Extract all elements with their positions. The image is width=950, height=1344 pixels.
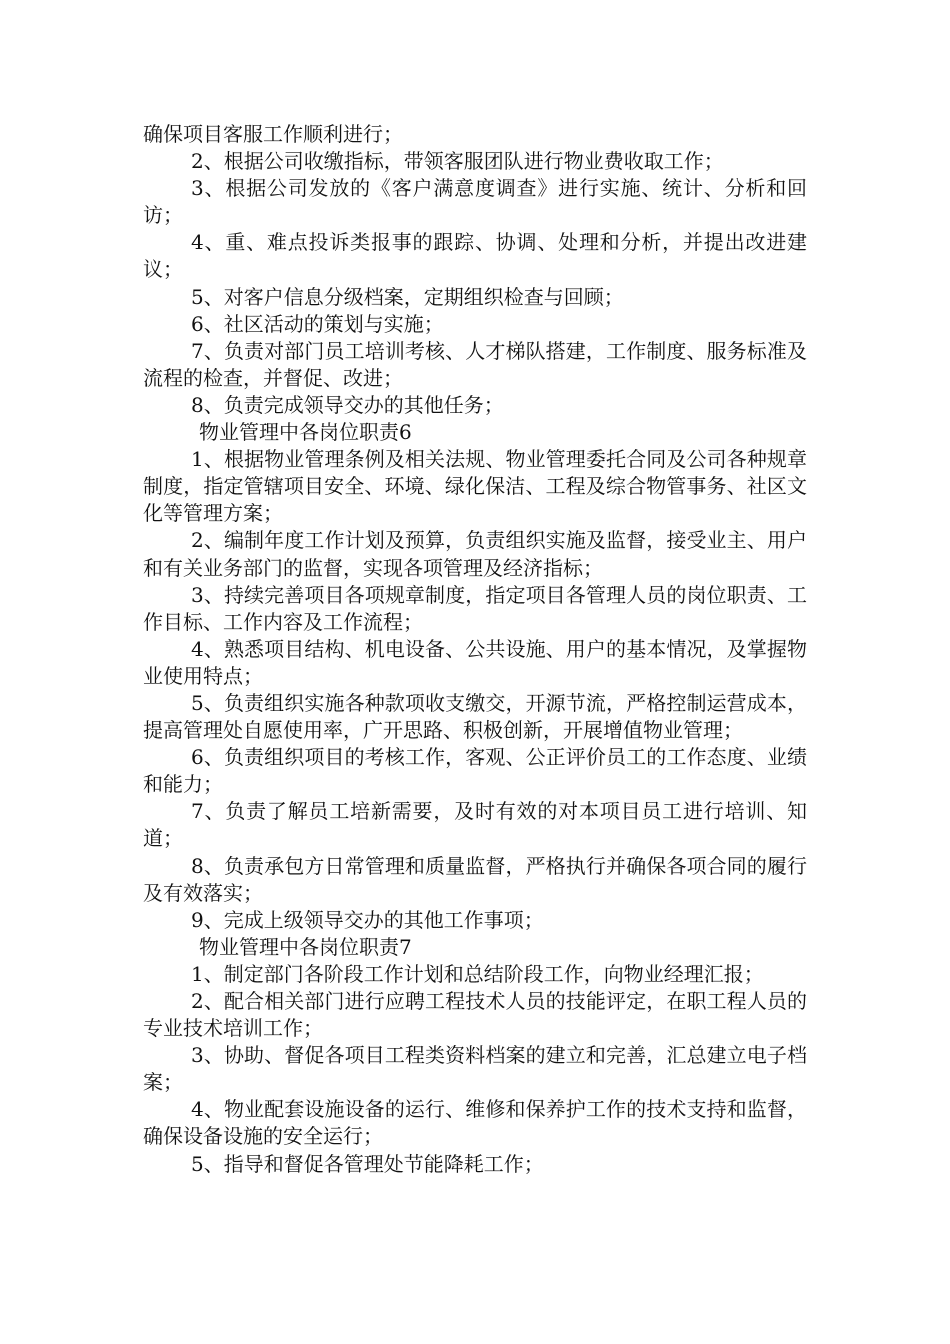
list-item: 4、物业配套设施设备的运行、维修和保养护工作的技术支持和监督，确保设备设施的安全运行；: [143, 1097, 807, 1149]
list-item: 3、持续完善项目各项规章制度，指定项目各管理人员的岗位职责、工作目标、工作内容及工作流程；: [143, 582, 807, 634]
list-item: 9、完成上级领导交办的其他工作事项；: [191, 907, 544, 932]
list-item: 8、负责承包方日常管理和质量监督，严格执行并确保各项合同的履行及有效落实；: [143, 853, 807, 905]
list-item: 5、对客户信息分级档案，定期组织检查与回顾；: [191, 284, 624, 309]
list-item: 7、负责了解员工培新需要，及时有效的对本项目员工进行培训、知道；: [143, 799, 807, 851]
list-item: 8、负责完成领导交办的其他任务；: [191, 392, 504, 417]
document-page: [143, 121, 807, 1178]
list-item: 5、负责组织实施各种款项收支缴交，开源节流，严格控制运营成本，提高管理处自愿使用率，广开思路、积极创新，开展增值物业管理；: [143, 690, 807, 743]
section-heading: 物业管理中各岗位职责7: [199, 934, 412, 959]
list-item: 3、协助、督促各项目工程类资料档案的建立和完善，汇总建立电子档案；: [143, 1043, 807, 1095]
list-item: 2、根据公司收缴指标，带领客服团队进行物业费收取工作；: [191, 149, 724, 174]
list-item: 1、制定部门各阶段工作计划和总结阶段工作，向物业经理汇报；: [191, 961, 764, 986]
list-item: 6、负责组织项目的考核工作，客观、公正评价员工的工作态度、业绩和能力；: [143, 745, 807, 797]
list-item: 2、编制年度工作计划及预算，负责组织实施及监督，接受业主、用户和有关业务部门的监督，实现各项管理及经济指标；: [143, 528, 807, 580]
list-item: 2、配合相关部门进行应聘工程技术人员的技能评定，在职工程人员的专业技术培训工作；: [143, 989, 807, 1041]
list-item: 4、重、难点投诉类报事的跟踪、协调、处理和分析，并提出改进建议；: [143, 230, 807, 282]
section-heading: 物业管理中各岗位职责6: [199, 420, 412, 445]
paragraph-continuation: 确保项目客服工作顺利进行；: [143, 122, 403, 146]
list-item: 4、熟悉项目结构、机电设备、公共设施、用户的基本情况，及掌握物业使用特点；: [143, 636, 807, 688]
list-item: 5、指导和督促各管理处节能降耗工作；: [191, 1151, 544, 1176]
list-item: 6、社区活动的策划与实施；: [191, 311, 444, 336]
list-item: 1、根据物业管理条例及相关法规、物业管理委托合同及公司各种规章制度，指定管辖项目安全、环境、绿化保洁、工程及综合物管事务、社区文化等管理方案；: [143, 447, 807, 526]
list-item: 3、根据公司发放的《客户满意度调查》进行实施、统计、分析和回访；: [143, 176, 807, 228]
list-item: 7、负责对部门员工培训考核、人才梯队搭建，工作制度、服务标准及流程的检查，并督促、改进；: [143, 338, 807, 390]
